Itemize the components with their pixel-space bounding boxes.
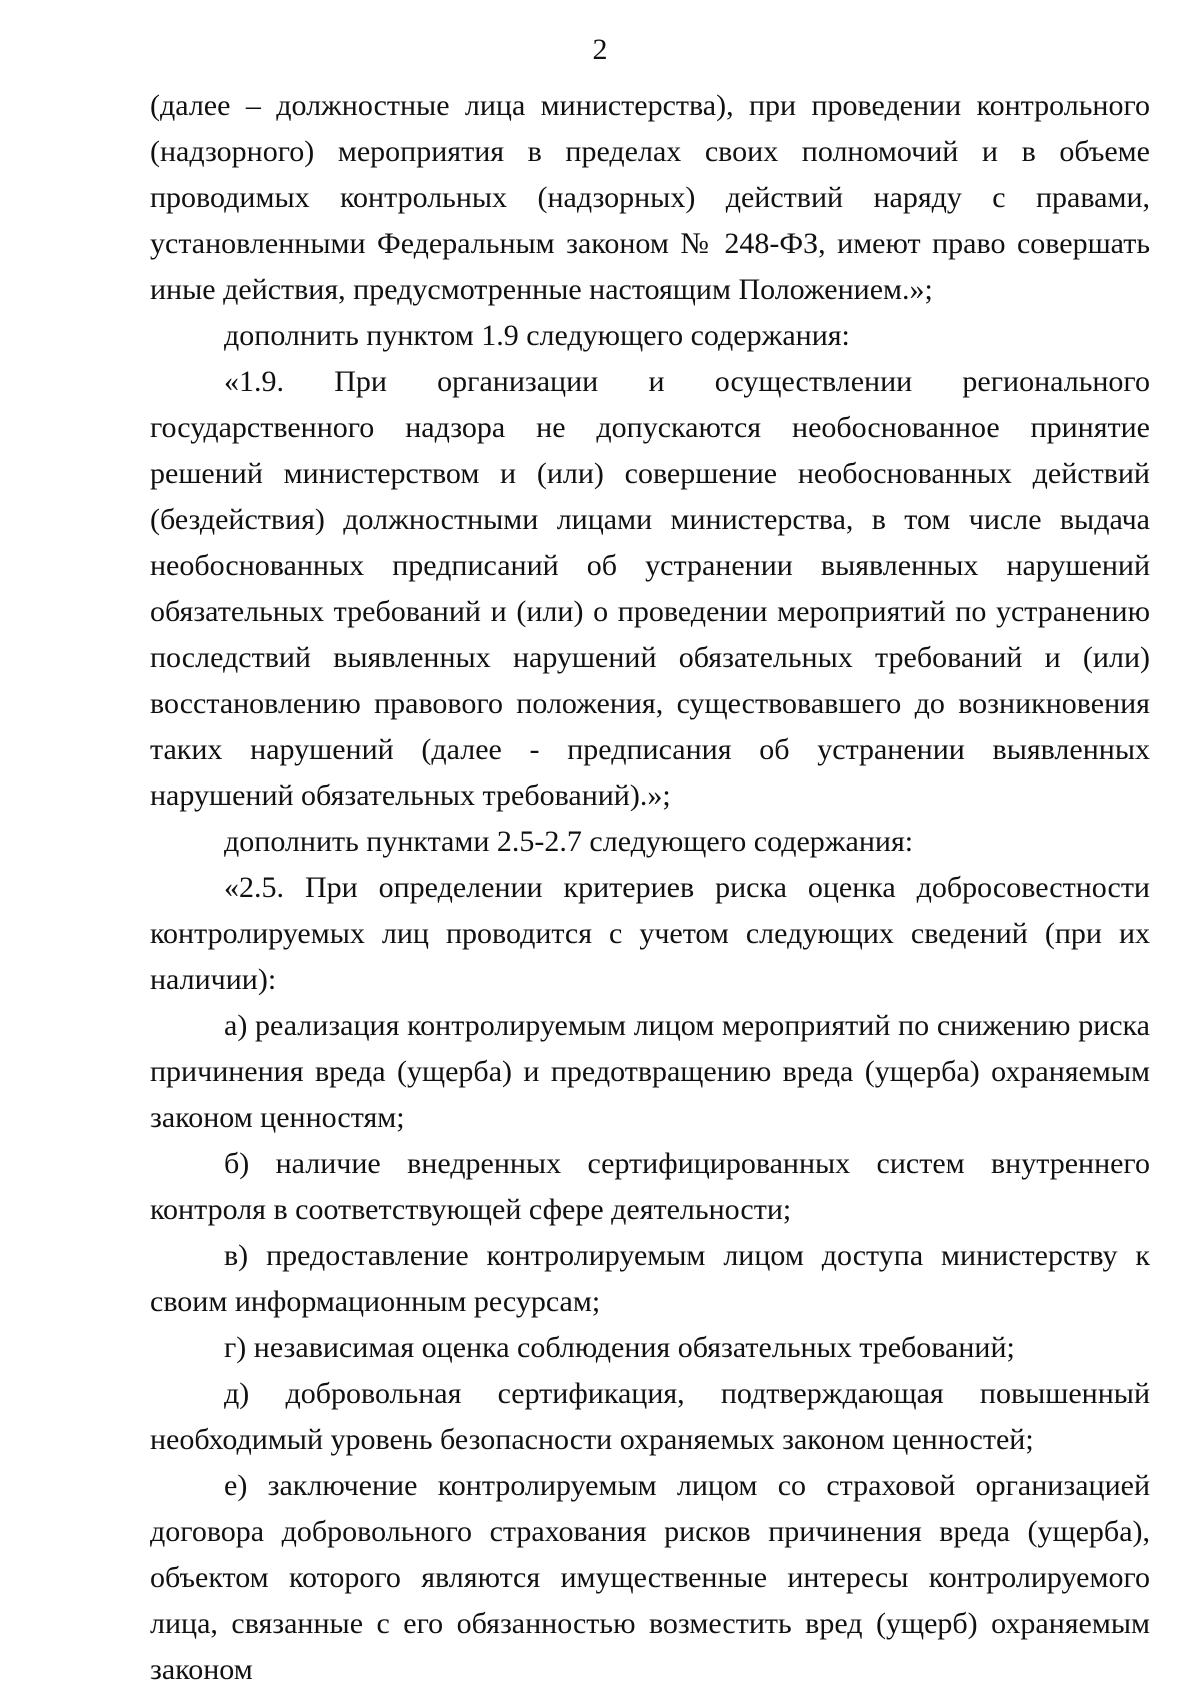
paragraph-amend-2-5: дополнить пунктами 2.5-2.7 следующего содержания:	[224, 825, 914, 858]
list-item-g: г) независимая оценка соблюдения обязательных требований;	[224, 1331, 1015, 1364]
list-item-a: а) реализация контролируемым лицом мероприятий по снижению риска причинения вреда (ущерба) и предотвращению вреда (ущерба) охраняемым законом ценностям;	[150, 1009, 1150, 1134]
list-item-d: д) добровольная сертификация, подтверждающая повышенный необходимый уровень безопасности охраняемых законом ценностей;	[150, 1377, 1150, 1456]
list-item-v: в) предоставление контролируемым лицом доступа министерству к своим информационным ресурсам;	[150, 1239, 1150, 1318]
paragraph-clause-1-9: «1.9. При организации и осуществлении регионального государственного надзора не допускаются необоснованное принятие решений министерством и (или) совершение необоснованных действий (бездействия) должностными лицами министерства, в том числе выдача необоснованных предписаний об устранении выявленных нарушений обязательных требований и (или) о проведении мероприятий по устранению последствий выявленных нарушений обязательных требований и (или) восстановлению правового положения, существовавшего до возникновения таких нарушений (далее - предписания об устранении выявленных нарушений обязательных требований).»;	[150, 365, 1150, 812]
paragraph-clause-2-5: «2.5. При определении критериев риска оценка добросовестности контролируемых лиц проводится с учетом следующих сведений (при их наличии):	[150, 871, 1150, 996]
paragraph-amend-1-9: дополнить пунктом 1.9 следующего содержания:	[224, 319, 850, 352]
list-item-e: е) заключение контролируемым лицом со страховой организацией договора добровольного страхования рисков причинения вреда (ущерба), объектом которого являются имущественные интересы контролируемого лица, связанные с его обязанностью возместить вред (ущерб) охраняемым законом	[150, 1469, 1150, 1686]
page-number: 2	[592, 33, 608, 66]
paragraph-continuation: (далее – должностные лица министерства), при проведении контрольного (надзорного) мероприятия в пределах своих полномочий и в объеме проводимых контрольных (надзорных) действий наряду с правами, установленными Федеральным законом № 248-ФЗ, имеют право совершать иные действия, предусмотренные настоящим Положением.»;	[150, 89, 1150, 306]
list-item-b: б) наличие внедренных сертифицированных систем внутреннего контроля в соответствующей сфере деятельности;	[150, 1147, 1150, 1226]
